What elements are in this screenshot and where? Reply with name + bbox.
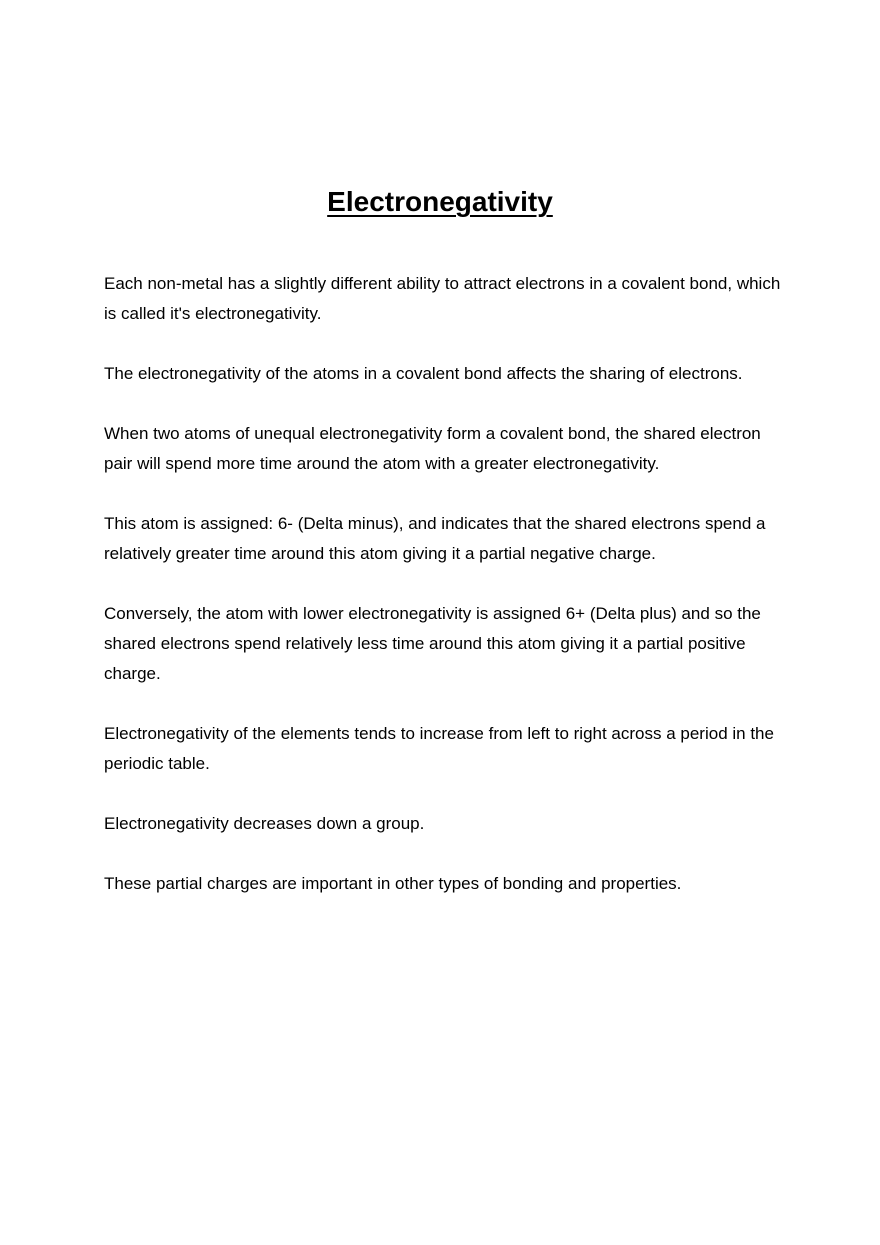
- page-title: Electronegativity: [327, 186, 553, 217]
- paragraph-2: The electronegativity of the atoms in a covalent bond affects the sharing of electrons.: [104, 364, 743, 383]
- paragraph-4: This atom is assigned: 6- (Delta minus), and indicates that the shared electrons spend a relatively greater time around this atom giving it a partial negative charge.: [104, 514, 766, 563]
- paragraph-8: These partial charges are important in other types of bonding and properties.: [104, 874, 682, 893]
- paragraph-1: Each non-metal has a slightly different ability to attract electrons in a covalent bond, which is called it's electronegativity.: [104, 274, 781, 323]
- paragraph-5: Conversely, the atom with lower electronegativity is assigned 6+ (Delta plus) and so the shared electrons spend relatively less time around this atom giving it a partial positive charge.: [104, 604, 761, 683]
- paragraph-7: Electronegativity decreases down a group.: [104, 814, 425, 833]
- document-body: [104, 269, 784, 929]
- paragraph-6: Electronegativity of the elements tends to increase from left to right across a period in the periodic table.: [104, 724, 774, 773]
- paragraph-3: When two atoms of unequal electronegativity form a covalent bond, the shared electron pair will spend more time around the atom with a greater electronegativity.: [104, 424, 761, 473]
